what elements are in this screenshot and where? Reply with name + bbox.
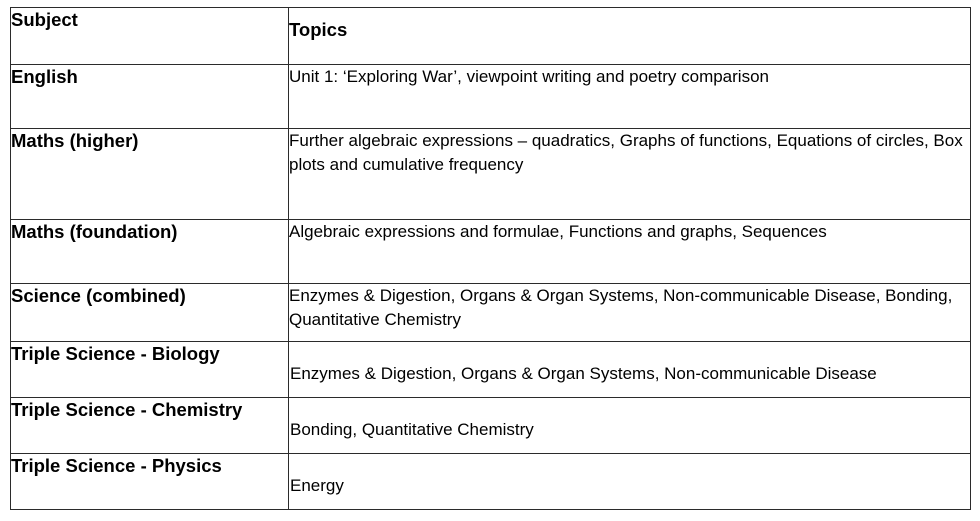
table-row	[11, 65, 971, 129]
topics-cell: Enzymes & Digestion, Organs & Organ Systems, Non-communicable Disease, Bonding, Quantitative Chemistry	[289, 284, 971, 342]
subject-cell: Triple Science - Biology	[11, 342, 289, 398]
topics-cell: Enzymes & Digestion, Organs & Organ Systems, Non-communicable Disease	[289, 342, 971, 398]
table-row	[11, 284, 971, 342]
table-row	[11, 129, 971, 220]
topics-cell: Further algebraic expressions – quadratics, Graphs of functions, Equations of circles, Box plots and cumulative frequency	[289, 129, 971, 220]
topics-cell: Energy	[289, 454, 971, 510]
subject-cell: Triple Science - Chemistry	[11, 398, 289, 454]
topics-cell: Unit 1: ‘Exploring War’, viewpoint writing and poetry comparison	[289, 65, 971, 129]
table-row	[11, 398, 971, 454]
topics-cell: Bonding, Quantitative Chemistry	[289, 398, 971, 454]
table-row	[11, 220, 971, 284]
subject-cell: Maths (foundation)	[11, 220, 289, 284]
table-row	[11, 454, 971, 510]
table-header-row	[11, 8, 971, 65]
table-row	[11, 342, 971, 398]
subject-cell: Science (combined)	[11, 284, 289, 342]
subject-cell: English	[11, 65, 289, 129]
header-subject: Subject	[11, 8, 289, 65]
curriculum-table	[10, 7, 971, 510]
header-topics: Topics	[289, 8, 971, 65]
topics-cell: Algebraic expressions and formulae, Functions and graphs, Sequences	[289, 220, 971, 284]
subject-cell: Triple Science - Physics	[11, 454, 289, 510]
subject-cell: Maths (higher)	[11, 129, 289, 220]
